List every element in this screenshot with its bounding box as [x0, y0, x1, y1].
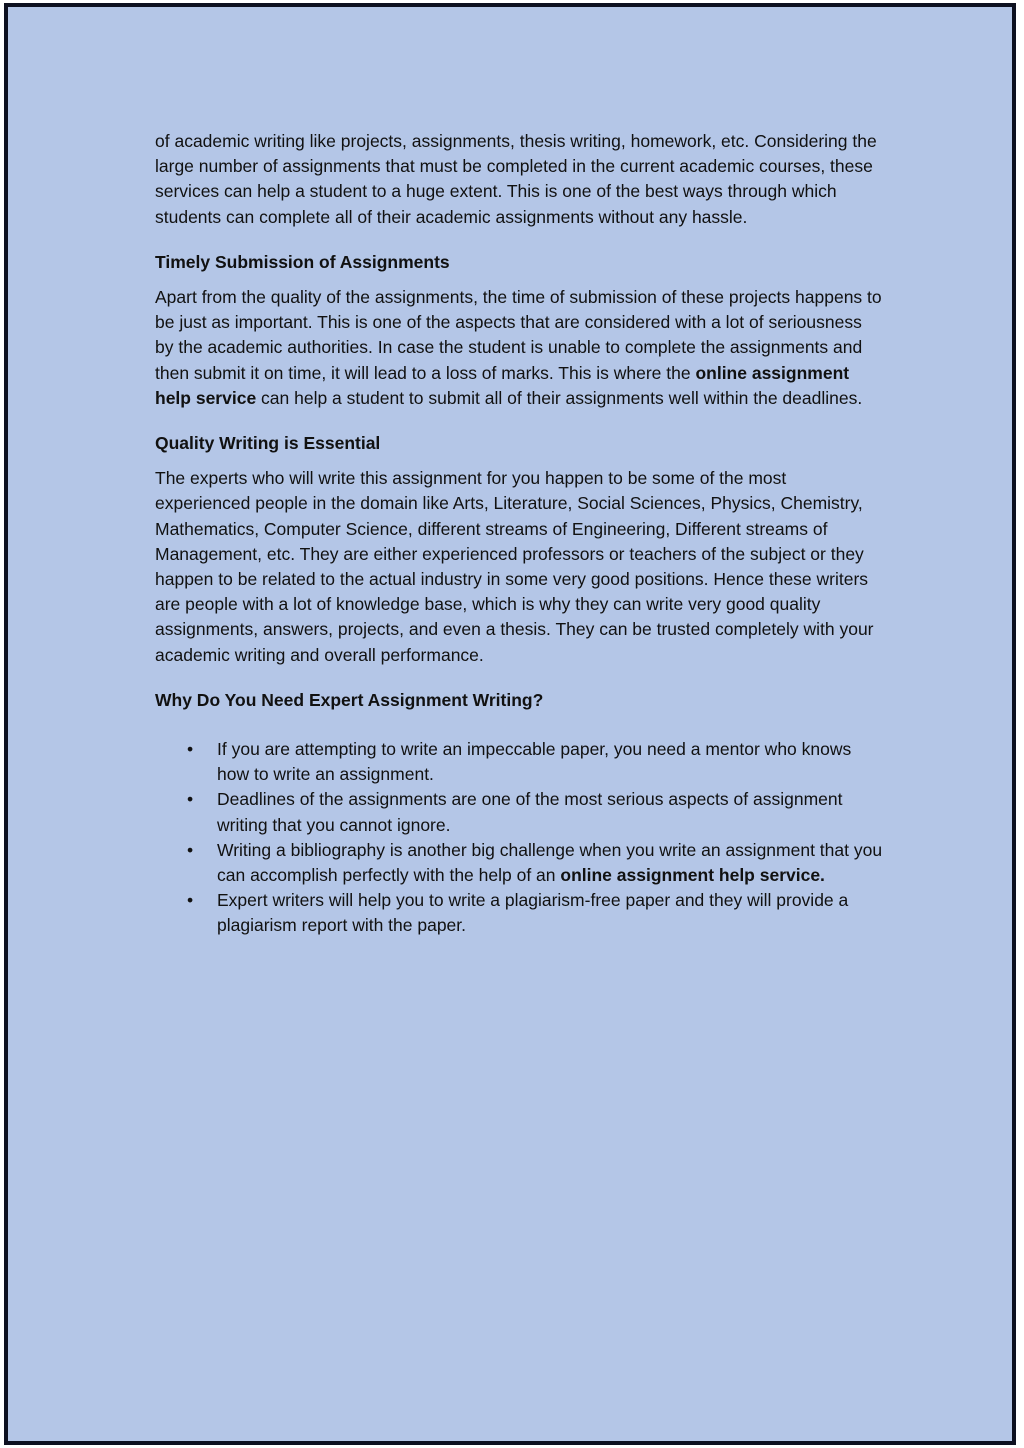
- list-item-text: Deadlines of the assignments are one of the most serious aspects of assignment writing that you cannot ignore.: [217, 789, 843, 835]
- list-item: [187, 787, 883, 837]
- bullet-icon: •: [187, 839, 194, 860]
- list-item-bold-text: online assignment help service.: [560, 865, 825, 886]
- list-item-text: Writing a bibliography is another big challenge when you write an assignment that you can accomplish perfectly with the help of an: [217, 839, 883, 886]
- timely-submission-paragraph: [155, 285, 883, 411]
- document-body: [155, 129, 883, 939]
- online-assignment-help-link-text: online assignment help service: [155, 362, 850, 408]
- document-page: [4, 3, 1016, 1445]
- timely-submission-heading: Timely Submission of Assignments: [155, 251, 450, 272]
- list-item-text: Expert writers will help you to write a plagiarism-free paper and they will provide a plagiarism report with the paper.: [217, 890, 849, 936]
- list-item: [187, 838, 883, 888]
- why-expert-heading: Why Do You Need Expert Assignment Writing?: [155, 689, 544, 710]
- list-item: [187, 888, 883, 938]
- reasons-list: [155, 737, 883, 939]
- timely-text-after: can help a student to submit all of their assignments well within the deadlines.: [256, 387, 863, 408]
- list-item: [187, 737, 883, 787]
- bullet-icon: •: [187, 789, 194, 810]
- bullet-icon: •: [187, 739, 194, 760]
- timely-text-before: Apart from the quality of the assignments, the time of submission of these projects happens to be just as important. This is one of the aspects that are considered with a lot of seriousness by the academic authorities. In case the student is unable to complete the assignments and then submit it on time, it will lead to a loss of marks. This is where the: [155, 287, 882, 383]
- list-item-text: If you are attempting to write an impeccable paper, you need a mentor who knows how to write an assignment.: [217, 739, 852, 785]
- intro-paragraph: of academic writing like projects, assignments, thesis writing, homework, etc. Considering the large number of assignments that must be completed in the current academic courses, these services can help a student to a huge extent. This is one of the best ways through which students can complete all of their academic assignments without any hassle.: [155, 131, 877, 227]
- bullet-icon: •: [187, 890, 194, 911]
- quality-writing-heading: Quality Writing is Essential: [155, 433, 381, 454]
- quality-writing-paragraph: The experts who will write this assignment for you happen to be some of the most experienced people in the domain like Arts, Literature, Social Sciences, Physics, Chemistry, Mathematics, Computer Science, different streams of Engineering, Different streams of Management, etc. They are either experienced professors or teachers of the subject or they happen to be related to the actual industry in some very good positions. Hence these writers are people with a lot of knowledge base, which is why they can write very good quality assignments, answers, projects, and even a thesis. They can be trusted completely with your academic writing and overall performance.: [155, 468, 874, 665]
